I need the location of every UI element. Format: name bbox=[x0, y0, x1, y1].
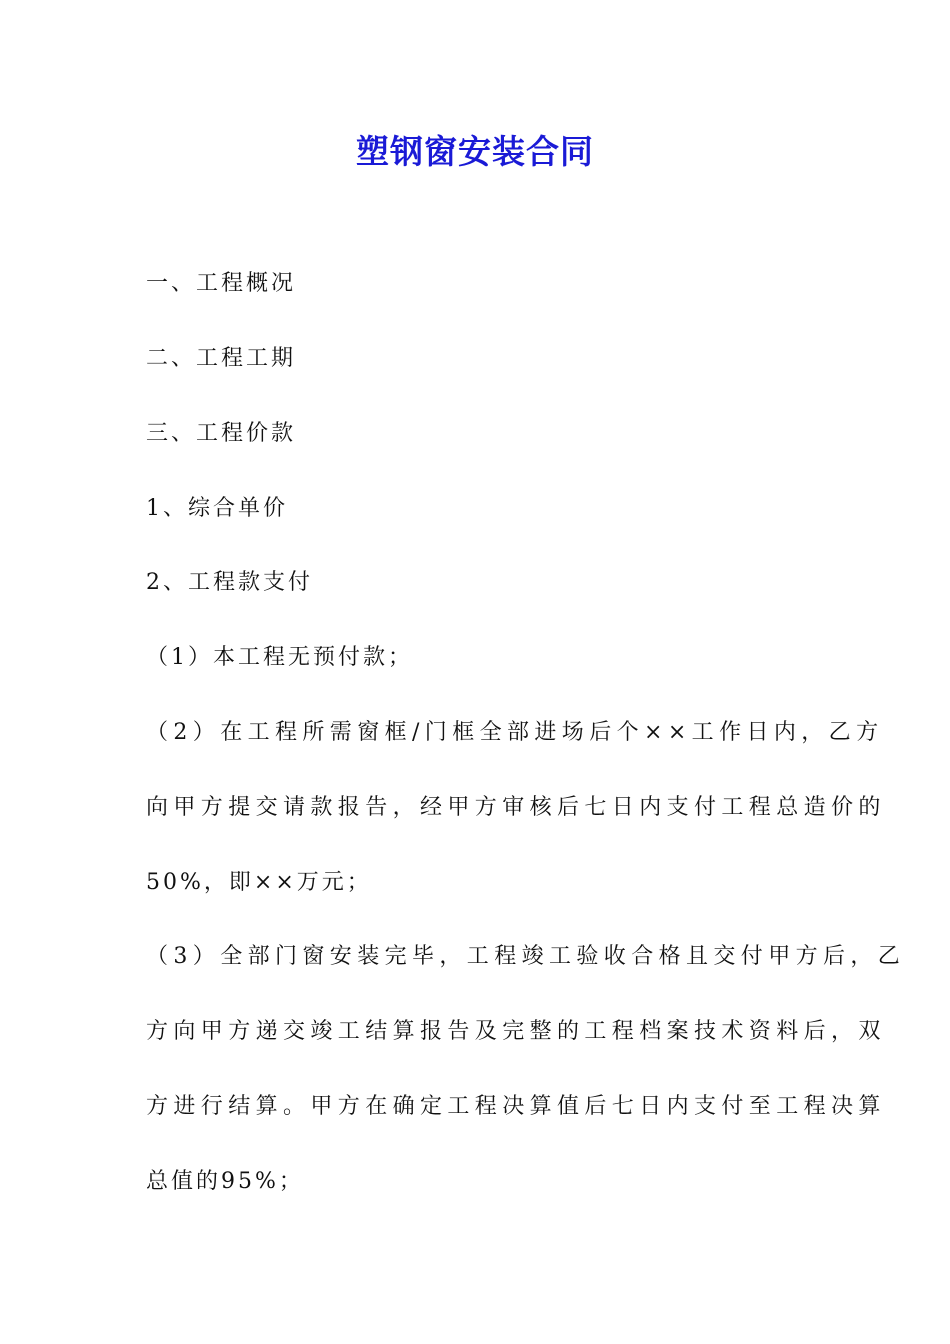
document-title: 塑钢窗安装合同 bbox=[356, 132, 594, 171]
paragraph-line: （1）本工程无预付款； bbox=[146, 645, 413, 670]
paragraph-line: （3）全部门窗安装完毕，工程竣工验收合格且交付甲方后，乙 bbox=[146, 944, 906, 969]
paragraph-line: 向甲方提交请款报告，经甲方审核后七日内支付工程总造价的 bbox=[146, 795, 886, 820]
paragraph-line: 50%，即××万元； bbox=[146, 870, 372, 895]
subsection-payment: 2、工程款支付 bbox=[146, 570, 313, 595]
section-heading-duration: 二、工程工期 bbox=[146, 346, 297, 371]
paragraph-line: 总值的95%； bbox=[146, 1169, 304, 1194]
paragraph-line: 方进行结算。甲方在确定工程决算值后七日内支付至工程决算 bbox=[146, 1094, 886, 1119]
section-heading-overview: 一、工程概况 bbox=[146, 271, 297, 296]
paragraph-line: （2）在工程所需窗框/门框全部进场后个××工作日内，乙方 bbox=[146, 720, 884, 745]
paragraph-line: 方向甲方递交竣工结算报告及完整的工程档案技术资料后，双 bbox=[146, 1019, 886, 1044]
section-heading-price: 三、工程价款 bbox=[146, 421, 297, 446]
subsection-unit-price: 1、综合单价 bbox=[146, 496, 288, 521]
